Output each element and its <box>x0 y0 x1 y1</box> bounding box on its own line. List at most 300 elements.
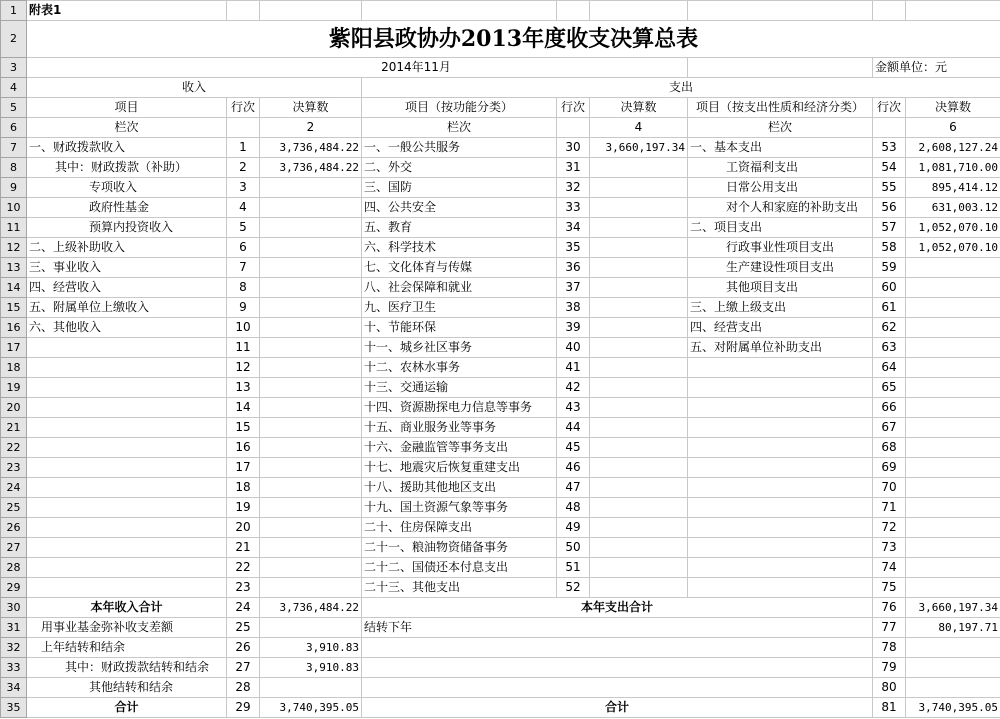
row-header[interactable]: 5 <box>1 98 27 118</box>
income-amount[interactable] <box>260 178 362 198</box>
row-header[interactable]: 16 <box>1 318 27 338</box>
column-index-label[interactable]: 栏次 <box>27 118 227 138</box>
income-amount[interactable]: 3,736,484.22 <box>260 158 362 178</box>
econ-expense-seq[interactable]: 58 <box>873 238 906 258</box>
column-header-item-func[interactable]: 项目（按功能分类） <box>362 98 557 118</box>
income-seq[interactable]: 14 <box>227 398 260 418</box>
func-expense-amount[interactable] <box>590 198 688 218</box>
column-header-item-econ[interactable]: 项目（按支出性质和经济分类） <box>688 98 873 118</box>
row-header[interactable]: 3 <box>1 58 27 78</box>
income-amount[interactable] <box>260 478 362 498</box>
column-index[interactable]: 2 <box>260 118 362 138</box>
row-header[interactable]: 10 <box>1 198 27 218</box>
econ-expense-seq[interactable]: 63 <box>873 338 906 358</box>
row-header[interactable]: 28 <box>1 558 27 578</box>
column-header-item[interactable]: 项目 <box>27 98 227 118</box>
econ-expense-item[interactable] <box>688 358 873 378</box>
func-expense-amount[interactable] <box>590 318 688 338</box>
seq-79[interactable]: 79 <box>873 658 906 678</box>
func-expense-item[interactable]: 五、教育 <box>362 218 557 238</box>
grand-expense-total-seq[interactable]: 81 <box>873 698 906 718</box>
income-seq[interactable]: 2 <box>227 158 260 178</box>
econ-expense-amount[interactable] <box>906 338 1000 358</box>
econ-expense-item[interactable]: 生产建设性项目支出 <box>688 258 873 278</box>
income-item[interactable] <box>27 458 227 478</box>
econ-expense-amount[interactable] <box>906 278 1000 298</box>
econ-expense-amount[interactable] <box>906 518 1000 538</box>
cell[interactable] <box>260 618 362 638</box>
econ-expense-item[interactable]: 一、基本支出 <box>688 138 873 158</box>
func-expense-amount[interactable] <box>590 158 688 178</box>
income-seq[interactable]: 22 <box>227 558 260 578</box>
income-amount[interactable] <box>260 298 362 318</box>
func-expense-item[interactable]: 九、医疗卫生 <box>362 298 557 318</box>
column-index-label[interactable]: 栏次 <box>688 118 873 138</box>
func-expense-item[interactable]: 八、社会保障和就业 <box>362 278 557 298</box>
func-expense-seq[interactable]: 52 <box>557 578 590 598</box>
grand-total-seq[interactable]: 29 <box>227 698 260 718</box>
income-item[interactable] <box>27 338 227 358</box>
income-item[interactable]: 三、事业收入 <box>27 258 227 278</box>
econ-expense-item[interactable]: 四、经营支出 <box>688 318 873 338</box>
cell[interactable] <box>906 678 1000 698</box>
row-header[interactable]: 13 <box>1 258 27 278</box>
econ-expense-item[interactable] <box>688 438 873 458</box>
cell[interactable] <box>362 1 557 21</box>
econ-expense-seq[interactable]: 71 <box>873 498 906 518</box>
econ-expense-item[interactable] <box>688 498 873 518</box>
income-item[interactable]: 二、上级补助收入 <box>27 238 227 258</box>
income-seq[interactable]: 17 <box>227 458 260 478</box>
carry-forward-amount[interactable]: 80,197.71 <box>906 618 1000 638</box>
econ-expense-seq[interactable]: 53 <box>873 138 906 158</box>
econ-expense-seq[interactable]: 69 <box>873 458 906 478</box>
income-total-label[interactable]: 本年收入合计 <box>27 598 227 618</box>
attachment-label[interactable]: 附表1 <box>27 1 227 21</box>
column-header-seq[interactable]: 行次 <box>873 98 906 118</box>
func-expense-amount[interactable] <box>590 558 688 578</box>
func-expense-item[interactable]: 十二、农林水事务 <box>362 358 557 378</box>
econ-expense-item[interactable] <box>688 478 873 498</box>
cell[interactable] <box>688 58 873 78</box>
grand-expense-total-amount[interactable]: 3,740,395.05 <box>906 698 1000 718</box>
income-item[interactable] <box>27 478 227 498</box>
cell[interactable] <box>362 658 873 678</box>
econ-expense-amount[interactable] <box>906 298 1000 318</box>
income-amount[interactable] <box>260 318 362 338</box>
income-item[interactable] <box>27 418 227 438</box>
row-header[interactable]: 7 <box>1 138 27 158</box>
row-header[interactable]: 22 <box>1 438 27 458</box>
econ-expense-item[interactable]: 日常公用支出 <box>688 178 873 198</box>
func-expense-item[interactable]: 二十、住房保障支出 <box>362 518 557 538</box>
column-header-seq[interactable]: 行次 <box>227 98 260 118</box>
func-expense-amount[interactable] <box>590 218 688 238</box>
cell[interactable] <box>362 678 873 698</box>
prev-other-balance-seq[interactable]: 28 <box>227 678 260 698</box>
econ-expense-item[interactable] <box>688 398 873 418</box>
func-expense-seq[interactable]: 50 <box>557 538 590 558</box>
econ-expense-item[interactable]: 对个人和家庭的补助支出 <box>688 198 873 218</box>
econ-expense-amount[interactable] <box>906 578 1000 598</box>
econ-expense-amount[interactable]: 895,414.12 <box>906 178 1000 198</box>
prev-balance-label[interactable]: 上年结转和结余 <box>27 638 227 658</box>
row-header[interactable]: 15 <box>1 298 27 318</box>
prev-balance-amount[interactable]: 3,910.83 <box>260 638 362 658</box>
econ-expense-item[interactable]: 行政事业性项目支出 <box>688 238 873 258</box>
income-header[interactable]: 收入 <box>27 78 362 98</box>
income-item[interactable] <box>27 498 227 518</box>
cell[interactable] <box>906 638 1000 658</box>
func-expense-amount[interactable] <box>590 438 688 458</box>
econ-expense-seq[interactable]: 61 <box>873 298 906 318</box>
seq-80[interactable]: 80 <box>873 678 906 698</box>
report-title[interactable]: 紫阳县政协办2013年度收支决算总表 <box>27 21 1000 58</box>
econ-expense-amount[interactable] <box>906 418 1000 438</box>
econ-expense-amount[interactable]: 1,081,710.00 <box>906 158 1000 178</box>
func-expense-amount[interactable] <box>590 258 688 278</box>
seq-78[interactable]: 78 <box>873 638 906 658</box>
income-amount[interactable] <box>260 238 362 258</box>
econ-expense-item[interactable]: 工资福利支出 <box>688 158 873 178</box>
row-header[interactable]: 18 <box>1 358 27 378</box>
income-seq[interactable]: 20 <box>227 518 260 538</box>
econ-expense-amount[interactable] <box>906 398 1000 418</box>
row-header[interactable]: 4 <box>1 78 27 98</box>
cell[interactable] <box>906 658 1000 678</box>
income-item[interactable] <box>27 398 227 418</box>
row-header[interactable]: 8 <box>1 158 27 178</box>
func-expense-amount[interactable] <box>590 378 688 398</box>
income-total-seq[interactable]: 24 <box>227 598 260 618</box>
econ-expense-seq[interactable]: 73 <box>873 538 906 558</box>
func-expense-amount[interactable] <box>590 578 688 598</box>
econ-expense-item[interactable]: 五、对附属单位补助支出 <box>688 338 873 358</box>
func-expense-item[interactable]: 十四、资源勘探电力信息等事务 <box>362 398 557 418</box>
carry-forward-seq[interactable]: 77 <box>873 618 906 638</box>
column-index[interactable]: 4 <box>590 118 688 138</box>
func-expense-seq[interactable]: 42 <box>557 378 590 398</box>
econ-expense-amount[interactable] <box>906 438 1000 458</box>
func-expense-amount[interactable] <box>590 338 688 358</box>
income-seq[interactable]: 9 <box>227 298 260 318</box>
row-header[interactable]: 31 <box>1 618 27 638</box>
func-expense-item[interactable]: 四、公共安全 <box>362 198 557 218</box>
income-seq[interactable]: 7 <box>227 258 260 278</box>
row-header[interactable]: 27 <box>1 538 27 558</box>
prev-fiscal-balance-amount[interactable]: 3,910.83 <box>260 658 362 678</box>
prev-fiscal-balance-label[interactable]: 其中：财政拨款结转和结余 <box>27 658 227 678</box>
func-expense-seq[interactable]: 31 <box>557 158 590 178</box>
econ-expense-seq[interactable]: 64 <box>873 358 906 378</box>
econ-expense-item[interactable] <box>688 518 873 538</box>
row-header[interactable]: 19 <box>1 378 27 398</box>
func-expense-seq[interactable]: 49 <box>557 518 590 538</box>
func-expense-item[interactable]: 十、节能环保 <box>362 318 557 338</box>
func-expense-item[interactable]: 二十一、粮油物资储备事务 <box>362 538 557 558</box>
expense-total-seq[interactable]: 76 <box>873 598 906 618</box>
income-seq[interactable]: 21 <box>227 538 260 558</box>
income-amount[interactable] <box>260 358 362 378</box>
income-seq[interactable]: 1 <box>227 138 260 158</box>
func-expense-seq[interactable]: 41 <box>557 358 590 378</box>
econ-expense-amount[interactable]: 631,003.12 <box>906 198 1000 218</box>
func-expense-seq[interactable]: 35 <box>557 238 590 258</box>
func-expense-seq[interactable]: 32 <box>557 178 590 198</box>
econ-expense-amount[interactable] <box>906 258 1000 278</box>
row-header[interactable]: 33 <box>1 658 27 678</box>
income-item[interactable]: 专项收入 <box>27 178 227 198</box>
row-header[interactable]: 32 <box>1 638 27 658</box>
income-seq[interactable]: 3 <box>227 178 260 198</box>
econ-expense-seq[interactable]: 70 <box>873 478 906 498</box>
func-expense-amount[interactable] <box>590 178 688 198</box>
row-header[interactable]: 25 <box>1 498 27 518</box>
func-expense-seq[interactable]: 33 <box>557 198 590 218</box>
row-header[interactable]: 30 <box>1 598 27 618</box>
func-expense-seq[interactable]: 43 <box>557 398 590 418</box>
income-item[interactable]: 六、其他收入 <box>27 318 227 338</box>
econ-expense-amount[interactable]: 2,608,127.24 <box>906 138 1000 158</box>
func-expense-amount[interactable]: 3,660,197.34 <box>590 138 688 158</box>
income-item[interactable]: 一、财政拨款收入 <box>27 138 227 158</box>
row-header[interactable]: 21 <box>1 418 27 438</box>
func-expense-seq[interactable]: 37 <box>557 278 590 298</box>
income-item[interactable]: 五、附属单位上缴收入 <box>27 298 227 318</box>
row-header[interactable]: 17 <box>1 338 27 358</box>
econ-expense-seq[interactable]: 67 <box>873 418 906 438</box>
income-seq[interactable]: 10 <box>227 318 260 338</box>
row-header[interactable]: 11 <box>1 218 27 238</box>
cell[interactable] <box>557 118 590 138</box>
report-date[interactable]: 2014年11月 <box>27 58 688 78</box>
func-expense-item[interactable]: 三、国防 <box>362 178 557 198</box>
income-seq[interactable]: 6 <box>227 238 260 258</box>
income-item[interactable] <box>27 538 227 558</box>
func-expense-amount[interactable] <box>590 238 688 258</box>
cell[interactable] <box>260 678 362 698</box>
income-item[interactable] <box>27 378 227 398</box>
econ-expense-item[interactable] <box>688 458 873 478</box>
amount-unit[interactable]: 金额单位：元 <box>873 58 1000 78</box>
column-header-amount[interactable]: 决算数 <box>590 98 688 118</box>
func-expense-seq[interactable]: 46 <box>557 458 590 478</box>
func-expense-amount[interactable] <box>590 538 688 558</box>
econ-expense-amount[interactable] <box>906 538 1000 558</box>
func-expense-amount[interactable] <box>590 498 688 518</box>
fund-balance-seq[interactable]: 25 <box>227 618 260 638</box>
row-header[interactable]: 26 <box>1 518 27 538</box>
econ-expense-item[interactable] <box>688 378 873 398</box>
cell[interactable] <box>906 1 1000 21</box>
column-header-amount[interactable]: 决算数 <box>260 98 362 118</box>
econ-expense-seq[interactable]: 66 <box>873 398 906 418</box>
column-index-label[interactable]: 栏次 <box>362 118 557 138</box>
func-expense-amount[interactable] <box>590 518 688 538</box>
func-expense-item[interactable]: 二十二、国债还本付息支出 <box>362 558 557 578</box>
row-header[interactable]: 2 <box>1 21 27 58</box>
func-expense-seq[interactable]: 36 <box>557 258 590 278</box>
income-amount[interactable] <box>260 538 362 558</box>
func-expense-amount[interactable] <box>590 298 688 318</box>
func-expense-seq[interactable]: 48 <box>557 498 590 518</box>
income-amount[interactable] <box>260 278 362 298</box>
econ-expense-item[interactable]: 其他项目支出 <box>688 278 873 298</box>
income-item[interactable]: 其中：财政拨款（补助） <box>27 158 227 178</box>
income-item[interactable] <box>27 518 227 538</box>
row-header[interactable]: 12 <box>1 238 27 258</box>
carry-forward-label[interactable]: 结转下年 <box>362 618 873 638</box>
econ-expense-item[interactable]: 二、项目支出 <box>688 218 873 238</box>
func-expense-amount[interactable] <box>590 278 688 298</box>
prev-other-balance-label[interactable]: 其他结转和结余 <box>27 678 227 698</box>
row-header[interactable]: 24 <box>1 478 27 498</box>
econ-expense-seq[interactable]: 74 <box>873 558 906 578</box>
income-amount[interactable] <box>260 558 362 578</box>
econ-expense-seq[interactable]: 57 <box>873 218 906 238</box>
grand-total-amount[interactable]: 3,740,395.05 <box>260 698 362 718</box>
func-expense-item[interactable]: 二、外交 <box>362 158 557 178</box>
econ-expense-amount[interactable]: 1,052,070.10 <box>906 238 1000 258</box>
income-item[interactable] <box>27 438 227 458</box>
econ-expense-amount[interactable] <box>906 378 1000 398</box>
income-item[interactable] <box>27 558 227 578</box>
cell[interactable] <box>688 1 873 21</box>
column-header-amount[interactable]: 决算数 <box>906 98 1000 118</box>
income-seq[interactable]: 18 <box>227 478 260 498</box>
row-header[interactable]: 35 <box>1 698 27 718</box>
func-expense-seq[interactable]: 45 <box>557 438 590 458</box>
cell[interactable] <box>260 1 362 21</box>
func-expense-item[interactable]: 十五、商业服务业等事务 <box>362 418 557 438</box>
income-amount[interactable] <box>260 378 362 398</box>
econ-expense-item[interactable] <box>688 418 873 438</box>
econ-expense-seq[interactable]: 54 <box>873 158 906 178</box>
func-expense-seq[interactable]: 44 <box>557 418 590 438</box>
func-expense-amount[interactable] <box>590 358 688 378</box>
income-amount[interactable] <box>260 338 362 358</box>
econ-expense-amount[interactable] <box>906 478 1000 498</box>
cell[interactable] <box>557 1 590 21</box>
func-expense-item[interactable]: 六、科学技术 <box>362 238 557 258</box>
prev-balance-seq[interactable]: 26 <box>227 638 260 658</box>
income-total-amount[interactable]: 3,736,484.22 <box>260 598 362 618</box>
row-header[interactable]: 34 <box>1 678 27 698</box>
func-expense-item[interactable]: 十七、地震灾后恢复重建支出 <box>362 458 557 478</box>
econ-expense-amount[interactable] <box>906 458 1000 478</box>
expense-header[interactable]: 支出 <box>362 78 1000 98</box>
func-expense-item[interactable]: 十八、援助其他地区支出 <box>362 478 557 498</box>
cell[interactable] <box>227 1 260 21</box>
cell[interactable] <box>362 638 873 658</box>
econ-expense-seq[interactable]: 72 <box>873 518 906 538</box>
income-amount[interactable]: 3,736,484.22 <box>260 138 362 158</box>
grand-total-label[interactable]: 合计 <box>27 698 227 718</box>
income-seq[interactable]: 16 <box>227 438 260 458</box>
cell[interactable] <box>227 118 260 138</box>
econ-expense-amount[interactable] <box>906 498 1000 518</box>
income-seq[interactable]: 4 <box>227 198 260 218</box>
econ-expense-seq[interactable]: 65 <box>873 378 906 398</box>
row-header[interactable]: 1 <box>1 1 27 21</box>
econ-expense-seq[interactable]: 59 <box>873 258 906 278</box>
income-item[interactable]: 政府性基金 <box>27 198 227 218</box>
econ-expense-item[interactable]: 三、上缴上级支出 <box>688 298 873 318</box>
func-expense-seq[interactable]: 34 <box>557 218 590 238</box>
func-expense-item[interactable]: 十三、交通运输 <box>362 378 557 398</box>
func-expense-amount[interactable] <box>590 398 688 418</box>
expense-total-amount[interactable]: 3,660,197.34 <box>906 598 1000 618</box>
row-header[interactable]: 9 <box>1 178 27 198</box>
income-amount[interactable] <box>260 518 362 538</box>
fund-balance-label[interactable]: 用事业基金弥补收支差额 <box>27 618 227 638</box>
econ-expense-seq[interactable]: 62 <box>873 318 906 338</box>
income-item[interactable] <box>27 578 227 598</box>
econ-expense-seq[interactable]: 75 <box>873 578 906 598</box>
func-expense-item[interactable]: 十一、城乡社区事务 <box>362 338 557 358</box>
income-item[interactable] <box>27 358 227 378</box>
income-amount[interactable] <box>260 198 362 218</box>
func-expense-item[interactable]: 十六、金融监管等事务支出 <box>362 438 557 458</box>
income-seq[interactable]: 8 <box>227 278 260 298</box>
func-expense-amount[interactable] <box>590 418 688 438</box>
row-header[interactable]: 14 <box>1 278 27 298</box>
income-seq[interactable]: 13 <box>227 378 260 398</box>
func-expense-item[interactable]: 二十三、其他支出 <box>362 578 557 598</box>
column-header-seq[interactable]: 行次 <box>557 98 590 118</box>
econ-expense-item[interactable] <box>688 558 873 578</box>
income-item[interactable]: 四、经营收入 <box>27 278 227 298</box>
income-amount[interactable] <box>260 438 362 458</box>
income-seq[interactable]: 15 <box>227 418 260 438</box>
econ-expense-item[interactable] <box>688 578 873 598</box>
func-expense-amount[interactable] <box>590 478 688 498</box>
econ-expense-seq[interactable]: 56 <box>873 198 906 218</box>
row-header[interactable]: 20 <box>1 398 27 418</box>
income-seq[interactable]: 23 <box>227 578 260 598</box>
func-expense-item[interactable]: 十九、国土资源气象等事务 <box>362 498 557 518</box>
econ-expense-amount[interactable]: 1,052,070.10 <box>906 218 1000 238</box>
func-expense-amount[interactable] <box>590 458 688 478</box>
econ-expense-item[interactable] <box>688 538 873 558</box>
func-expense-seq[interactable]: 47 <box>557 478 590 498</box>
income-seq[interactable]: 11 <box>227 338 260 358</box>
econ-expense-seq[interactable]: 55 <box>873 178 906 198</box>
cell[interactable] <box>873 118 906 138</box>
func-expense-item[interactable]: 一、一般公共服务 <box>362 138 557 158</box>
row-header[interactable]: 6 <box>1 118 27 138</box>
income-amount[interactable] <box>260 218 362 238</box>
income-amount[interactable] <box>260 458 362 478</box>
income-amount[interactable] <box>260 418 362 438</box>
econ-expense-amount[interactable] <box>906 358 1000 378</box>
func-expense-item[interactable]: 七、文化体育与传媒 <box>362 258 557 278</box>
func-expense-seq[interactable]: 51 <box>557 558 590 578</box>
row-header[interactable]: 29 <box>1 578 27 598</box>
cell[interactable] <box>873 1 906 21</box>
econ-expense-amount[interactable] <box>906 558 1000 578</box>
econ-expense-amount[interactable] <box>906 318 1000 338</box>
grand-expense-total-label[interactable]: 合计 <box>362 698 873 718</box>
func-expense-seq[interactable]: 30 <box>557 138 590 158</box>
column-index[interactable]: 6 <box>906 118 1000 138</box>
expense-total-label[interactable]: 本年支出合计 <box>362 598 873 618</box>
func-expense-seq[interactable]: 38 <box>557 298 590 318</box>
row-header[interactable]: 23 <box>1 458 27 478</box>
econ-expense-seq[interactable]: 68 <box>873 438 906 458</box>
income-amount[interactable] <box>260 258 362 278</box>
income-seq[interactable]: 19 <box>227 498 260 518</box>
